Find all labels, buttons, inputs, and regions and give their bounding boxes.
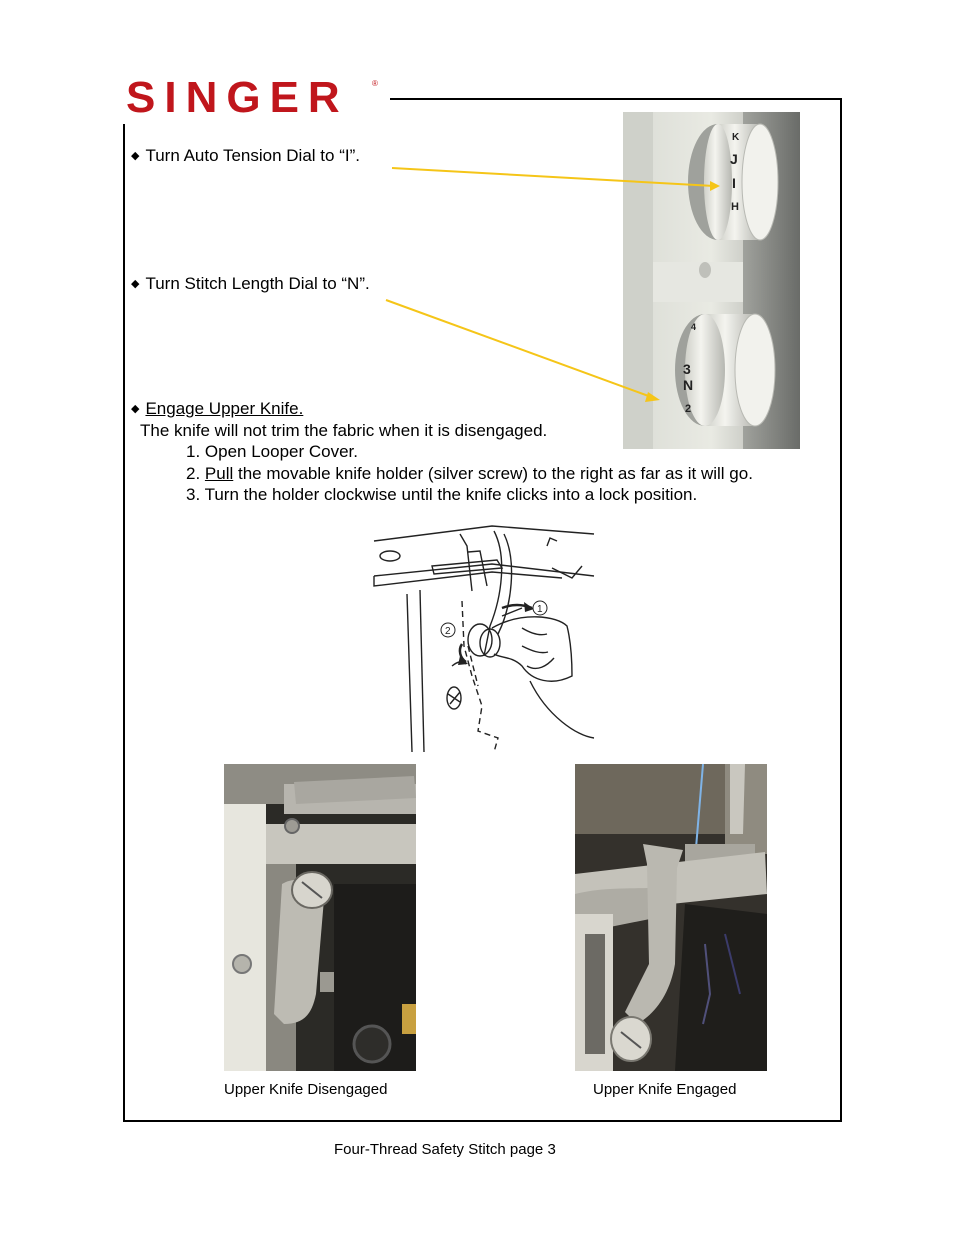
- dial-letter-j: J: [730, 151, 738, 167]
- callout-1: 1: [537, 604, 543, 615]
- frame-bottom-rule: [123, 1120, 842, 1122]
- caption-disengaged: Upper Knife Disengaged: [224, 1081, 388, 1098]
- step-tension-label: Turn Auto Tension Dial to “I”.: [145, 146, 360, 165]
- dial-letter-k: K: [732, 132, 740, 143]
- knife-disengaged-photo: [224, 764, 416, 1071]
- pull-word: Pull: [204, 464, 234, 483]
- dial-letter-h: H: [731, 201, 739, 213]
- callout-2: 2: [445, 626, 451, 637]
- dial-mark-2: 2: [685, 403, 692, 415]
- page-footer: Four-Thread Safety Stitch page 3: [334, 1141, 556, 1158]
- step-knife-label: Engage Upper Knife.: [145, 399, 304, 418]
- dial-mark-4: 4: [691, 322, 697, 332]
- svg-text:®: ®: [372, 79, 378, 88]
- tension-pointer-arrow: [392, 168, 714, 186]
- length-pointer-arrow: [386, 300, 654, 398]
- substep-2: 2. Pull the movable knife holder (silver screw) to the right as far as it will go.: [186, 464, 753, 483]
- knife-engaged-photo: [575, 764, 767, 1071]
- diamond-bullet-icon: ◆: [131, 150, 140, 162]
- dial-letter-i: I: [732, 175, 736, 191]
- substep-1: 1. Open Looper Cover.: [186, 442, 359, 461]
- knife-holder-diagram: [372, 516, 598, 754]
- dial-mark-3: 3: [683, 361, 691, 377]
- singer-logo-text: SINGER: [126, 74, 349, 120]
- diamond-bullet-icon: ◆: [131, 403, 140, 415]
- diamond-bullet-icon: ◆: [131, 278, 140, 290]
- caption-engaged: Upper Knife Engaged: [593, 1081, 737, 1098]
- substep-3: 3. Turn the holder clockwise until the knife clicks into a lock position.: [186, 485, 698, 504]
- pointer-arrows: [0, 0, 954, 460]
- knife-note: The knife will not trim the fabric when it is disengaged.: [140, 421, 548, 440]
- step-stitch-length-label: Turn Stitch Length Dial to “N”.: [145, 274, 370, 293]
- dial-mark-n: N: [683, 377, 694, 393]
